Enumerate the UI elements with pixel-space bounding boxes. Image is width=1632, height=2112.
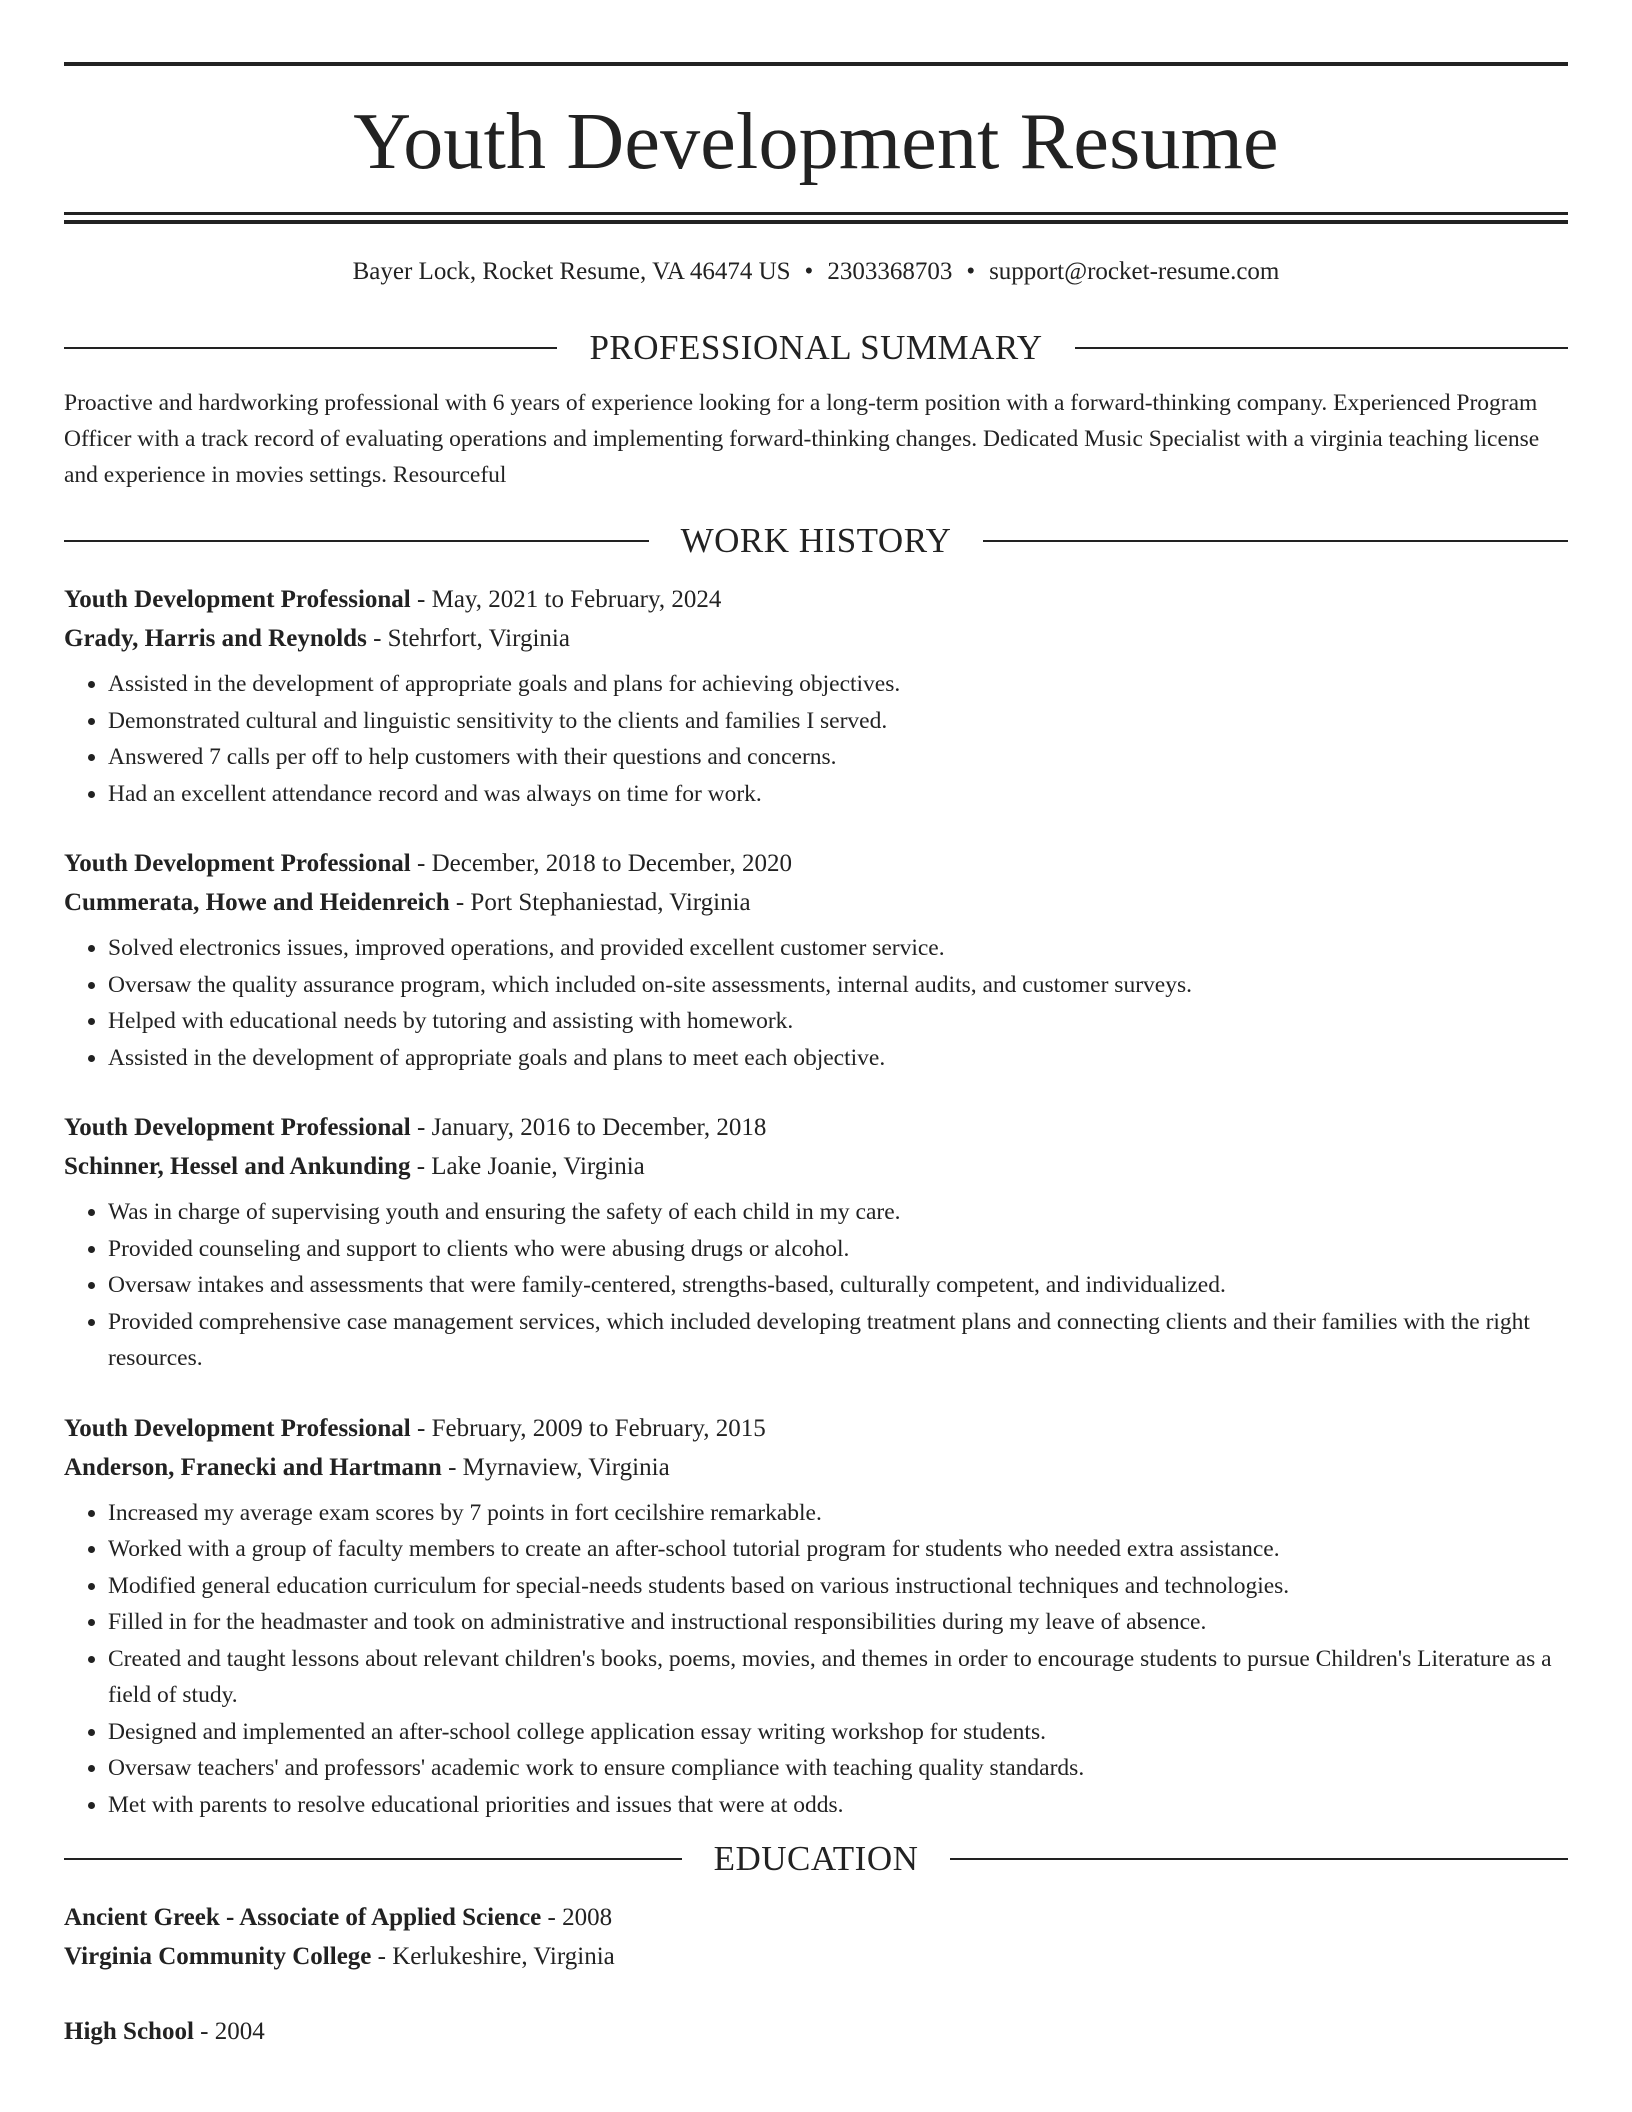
- education-degree-line: [64, 2012, 1568, 2051]
- job-company: Anderson, Franecki and Hartmann: [64, 1453, 442, 1481]
- duty-item: • Assisted in the development of appropriate goals and plans for achieving objectives.: [108, 666, 1568, 703]
- education-degree: Ancient Greek - Associate of Applied Science: [64, 1904, 542, 1931]
- job-duties: [64, 1495, 1568, 1824]
- job-entry: [64, 1409, 1568, 1824]
- heading-rule-left: [64, 347, 557, 349]
- work-history-heading: [64, 523, 1568, 558]
- contact-email: support@rocket-resume.com: [989, 258, 1280, 285]
- job-company-line: [64, 883, 1568, 922]
- contact-line: [64, 258, 1568, 286]
- education-school: Virginia Community College: [64, 1943, 372, 1970]
- job-title-line: [64, 1108, 1568, 1147]
- job-entry: [64, 1108, 1568, 1377]
- education-year: - 2008: [541, 1904, 613, 1931]
- education-entry: [64, 1898, 1568, 1976]
- job-company: Cummerata, Howe and Heidenreich: [64, 889, 450, 916]
- job-company: Grady, Harris and Reynolds: [64, 625, 367, 652]
- job-title-line: [64, 580, 1568, 619]
- job-dates: - December, 2018 to December, 2020: [410, 850, 792, 877]
- heading-rule-left: [64, 540, 649, 542]
- duty-item: • Created and taught lessons about relevant children's books, poems, movies, and themes in order to encourage students to pursue Children's Literature as a field of study.: [108, 1641, 1568, 1714]
- job-duties: [64, 930, 1568, 1076]
- duty-item: • Answered 7 calls per off to help customers with their questions and concerns.: [108, 739, 1568, 776]
- title-double-rule: [64, 212, 1568, 224]
- summary-heading-label: PROFESSIONAL SUMMARY: [589, 328, 1043, 367]
- top-rule: [64, 62, 1568, 66]
- job-location: - Myrnaview, Virginia: [441, 1453, 670, 1481]
- education-entry: [64, 2012, 1568, 2051]
- duty-item: • Assisted in the development of appropriate goals and plans to meet each objective.: [108, 1040, 1568, 1077]
- duty-item: • Provided counseling and support to clients who were abusing drugs or alcohol.: [108, 1231, 1568, 1268]
- duty-item: • Met with parents to resolve educational priorities and issues that were at odds.: [108, 1787, 1568, 1824]
- job-dates: - May, 2021 to February, 2024: [410, 586, 722, 613]
- job-title-line: [64, 1409, 1568, 1448]
- education-heading-label: EDUCATION: [713, 1839, 919, 1878]
- job-entry: [64, 580, 1568, 812]
- summary-text: Proactive and hardworking professional with 6 years of experience looking for a long-term position with a forward-thinking company. Experienced Program Officer with a track record of evaluating operations and implementing forward-thinking changes. Dedicated Music Specialist with a virginia teaching license and experience in movies settings. Resourceful: [64, 390, 1540, 488]
- job-title: Youth Development Professional: [64, 586, 411, 613]
- job-title-line: [64, 844, 1568, 883]
- job-entry: [64, 844, 1568, 1076]
- duty-item: • Worked with a group of faculty members to create an after-school tutorial program for students who needed extra assistance.: [108, 1531, 1568, 1568]
- job-location: - Lake Joanie, Virginia: [410, 1153, 645, 1180]
- job-title: Youth Development Professional: [64, 850, 411, 877]
- heading-rule-right: [1075, 347, 1568, 349]
- job-location: - Port Stephaniestad, Virginia: [449, 889, 751, 916]
- job-location: - Stehrfort, Virginia: [366, 625, 570, 652]
- contact-separator: •: [966, 258, 976, 285]
- work-history-heading-label: WORK HISTORY: [680, 521, 952, 560]
- duty-item: • Oversaw the quality assurance program, which included on-site assessments, internal audits, and customer surveys.: [108, 967, 1568, 1004]
- duty-item: • Filled in for the headmaster and took on administrative and instructional responsibilities during my leave of absence.: [108, 1604, 1568, 1641]
- heading-rule-left: [64, 1858, 682, 1860]
- heading-rule-right: [983, 540, 1568, 542]
- education-school-line: [64, 1937, 1568, 1976]
- job-title: Youth Development Professional: [64, 1414, 411, 1442]
- education-heading: [64, 1841, 1568, 1876]
- duty-item: • Oversaw teachers' and professors' academic work to ensure compliance with teaching quality standards.: [108, 1750, 1568, 1787]
- duty-item: • Designed and implemented an after-school college application essay writing workshop for students.: [108, 1714, 1568, 1751]
- contact-phone: 2303368703: [827, 258, 953, 285]
- education-degree: High School: [64, 2018, 194, 2045]
- resume-title: Youth Development Resume: [353, 98, 1279, 186]
- contact-separator: •: [804, 258, 814, 285]
- duty-item: • Demonstrated cultural and linguistic sensitivity to the clients and families I served.: [108, 703, 1568, 740]
- education-degree-line: [64, 1898, 1568, 1937]
- job-duties: [64, 1194, 1568, 1377]
- duty-item: • Had an excellent attendance record and was always on time for work.: [108, 776, 1568, 813]
- job-dates: - February, 2009 to February, 2015: [410, 1414, 766, 1442]
- education-year: - 2004: [193, 2018, 265, 2045]
- job-duties: [64, 666, 1568, 812]
- duty-item: • Helped with educational needs by tutoring and assisting with homework.: [108, 1003, 1568, 1040]
- contact-address: Bayer Lock, Rocket Resume, VA 46474 US: [352, 258, 791, 285]
- summary-heading: [64, 330, 1568, 365]
- job-company-line: [64, 619, 1568, 658]
- heading-rule-right: [950, 1858, 1568, 1860]
- job-dates: - January, 2016 to December, 2018: [410, 1114, 767, 1141]
- job-company-line: [64, 1147, 1568, 1186]
- duty-item: • Increased my average exam scores by 7 points in fort cecilshire remarkable.: [108, 1495, 1568, 1532]
- duty-item: • Modified general education curriculum for special-needs students based on various instructional techniques and technologies.: [108, 1568, 1568, 1605]
- job-company: Schinner, Hessel and Ankunding: [64, 1153, 411, 1180]
- education-location: - Kerlukeshire, Virginia: [371, 1943, 615, 1970]
- duty-item: • Oversaw intakes and assessments that were family-centered, strengths-based, culturally competent, and individualized.: [108, 1267, 1568, 1304]
- duty-item: • Was in charge of supervising youth and ensuring the safety of each child in my care.: [108, 1194, 1568, 1231]
- job-title: Youth Development Professional: [64, 1114, 411, 1141]
- duty-item: • Provided comprehensive case management services, which included developing treatment plans and connecting clients and their families with the right resources.: [108, 1304, 1568, 1377]
- duty-item: • Solved electronics issues, improved operations, and provided excellent customer service.: [108, 930, 1568, 967]
- job-company-line: [64, 1448, 1568, 1487]
